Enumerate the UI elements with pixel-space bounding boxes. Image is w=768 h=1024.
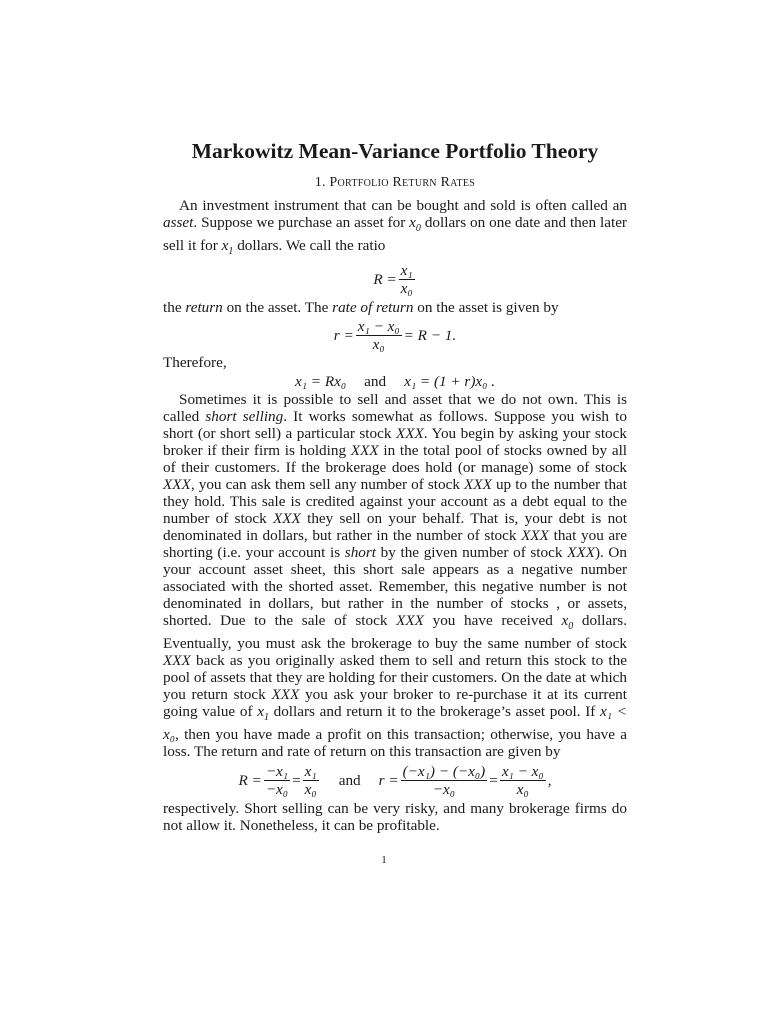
fraction — [356, 318, 402, 353]
section-name: Portfolio Return Rates — [329, 174, 476, 189]
eq-rhs: = R − 1. — [403, 327, 457, 345]
frac-num: x₁ — [304, 763, 317, 781]
text-span: dollars on one date and then later sell it for — [163, 214, 627, 255]
text-span: , then you have made a profit on this transaction; otherwise, you have a loss. The return and rate of return on this transaction are given by — [163, 726, 627, 761]
text-span: by the given number of stock — [376, 544, 568, 562]
page-body — [163, 138, 627, 834]
text-span: the — [163, 299, 186, 317]
text-span: dollars and return it to the brokerage’s asset pool. If — [268, 703, 601, 721]
fraction — [500, 763, 546, 798]
frac-num: (−x₁) − (−x₀) — [402, 763, 486, 781]
emph-short: short — [344, 544, 377, 562]
paragraph-3: Therefore, — [163, 354, 227, 372]
frac-den: x₀ — [372, 336, 385, 354]
paragraph-5: respectively. Short selling can be very risky, and many brokerage firms do not allow it. Nonetheless, it can be profitable. — [163, 800, 627, 835]
text-span: on the asset is given by — [413, 299, 559, 317]
text-span: Sometimes it is possible to sell and asset that we do not own. This is called — [163, 391, 627, 426]
frac-den: −x₀ — [432, 781, 456, 799]
math-inequality: x₁ < x₀ — [163, 703, 627, 744]
text-span: up to the number that they hold. This sale is credited against your account as a debt equal to the number of stock — [163, 476, 627, 528]
eq-and: and — [338, 772, 361, 790]
math-xxx: XXX — [271, 686, 300, 704]
equation-r — [163, 318, 627, 353]
eq-sign: = — [489, 772, 498, 790]
emph-rate-of-return: rate of return — [332, 299, 414, 317]
text-span: in the total pool of stocks owned by all of their customers. If the brokerage does hold (or manage) some of stock — [163, 442, 628, 477]
frac-num: x₁ — [400, 262, 413, 280]
equation-short-return — [163, 763, 627, 798]
frac-den: x₀ — [516, 781, 529, 799]
text-span: you ask your broker to re-purchase it at its current going value of — [163, 686, 627, 721]
fraction — [401, 763, 488, 798]
text-span: you have received — [423, 612, 562, 630]
paragraph-2 — [163, 299, 627, 316]
math-xxx: XXX — [567, 544, 595, 562]
frac-num: −x₁ — [265, 763, 289, 781]
math-x1: $x_1$ — [257, 703, 269, 724]
eq-left: x₁ = Rx₀ — [294, 373, 347, 391]
section-heading — [163, 173, 627, 191]
math-x0: $x_0$ — [561, 612, 574, 633]
math-x0: $x_0$ — [409, 214, 421, 235]
emph-asset: asset — [163, 214, 194, 231]
text-span: . Suppose we purchase an asset for — [193, 214, 410, 231]
math-xxx: XXX — [163, 476, 191, 494]
eq-comma: , — [547, 772, 552, 790]
math-xxx: XXX — [163, 652, 191, 670]
text-span: An investment instrument that can be bought and sold is often called an — [179, 197, 627, 214]
text-span: . You begin by asking your stock broker if their firm is holding — [163, 425, 627, 460]
frac-num: x₁ − x₀ — [357, 318, 400, 336]
eq-right: x₁ = (1 + r)x₀ . — [404, 373, 496, 391]
math-xxx: XXX — [395, 425, 424, 443]
eq-lhs: r = — [378, 772, 399, 790]
fraction — [399, 262, 415, 297]
equation-R — [163, 262, 627, 297]
fraction — [264, 763, 290, 798]
frac-den: x₀ — [400, 280, 413, 298]
fraction — [303, 763, 319, 798]
text-span: , you can ask them sell any number of stock — [190, 476, 465, 494]
eq-sign: = — [292, 772, 301, 790]
math-xxx: XXX — [464, 476, 492, 494]
page-number: 1 — [381, 854, 387, 866]
eq-and: and — [364, 373, 387, 391]
frac-den: x₀ — [304, 781, 317, 799]
text-span: they sell on your behalf. That is, your debt is not denominated in dollars, but rather in the number of stock — [163, 510, 627, 545]
eq-lhs: r = — [333, 327, 354, 345]
emph-return: return — [185, 299, 223, 317]
frac-num: x₁ − x₀ — [501, 763, 544, 781]
eq-lhs: R = — [238, 772, 262, 790]
paragraph-4 — [163, 391, 627, 760]
math-xxx: XXX — [272, 510, 301, 528]
text-span: that you are shorting (i.e. your account is — [163, 527, 627, 562]
text-span: ). On your account asset sheet, this short sale appears as a negative number associated with the shorted asset. Remember, this negative number is not denominated in dollars, but rather in the number of stocks , or assets, shorted. Due to the sale of stock — [163, 544, 627, 630]
paragraph-1 — [163, 197, 627, 260]
text-span: dollars. Eventually, you must ask the brokerage to buy the same number of stock — [163, 612, 627, 653]
section-number: 1. — [314, 174, 326, 189]
emph-short-selling: short selling — [205, 408, 284, 426]
frac-den: −x₀ — [265, 781, 289, 799]
math-xxx: XXX — [350, 442, 379, 460]
paper-title: Markowitz Mean-Variance Portfolio Theory — [191, 139, 599, 163]
math-x1: $x_1$ — [221, 237, 234, 258]
text-span: back as you originally asked them to sell and return this stock to the pool of assets that they are holding for their customers. On the date at which you return stock — [163, 652, 627, 704]
text-span: dollars. We call the ratio — [233, 237, 386, 255]
text-span: . It works somewhat as follows. Suppose you wish to short (or short sell) a particular stock — [163, 408, 627, 443]
math-xxx: XXX — [521, 527, 549, 545]
eq-lhs: R = — [373, 271, 397, 289]
equation-x1 — [163, 373, 627, 390]
math-xxx: XXX — [396, 612, 424, 630]
text-span: on the asset. The — [222, 299, 333, 317]
